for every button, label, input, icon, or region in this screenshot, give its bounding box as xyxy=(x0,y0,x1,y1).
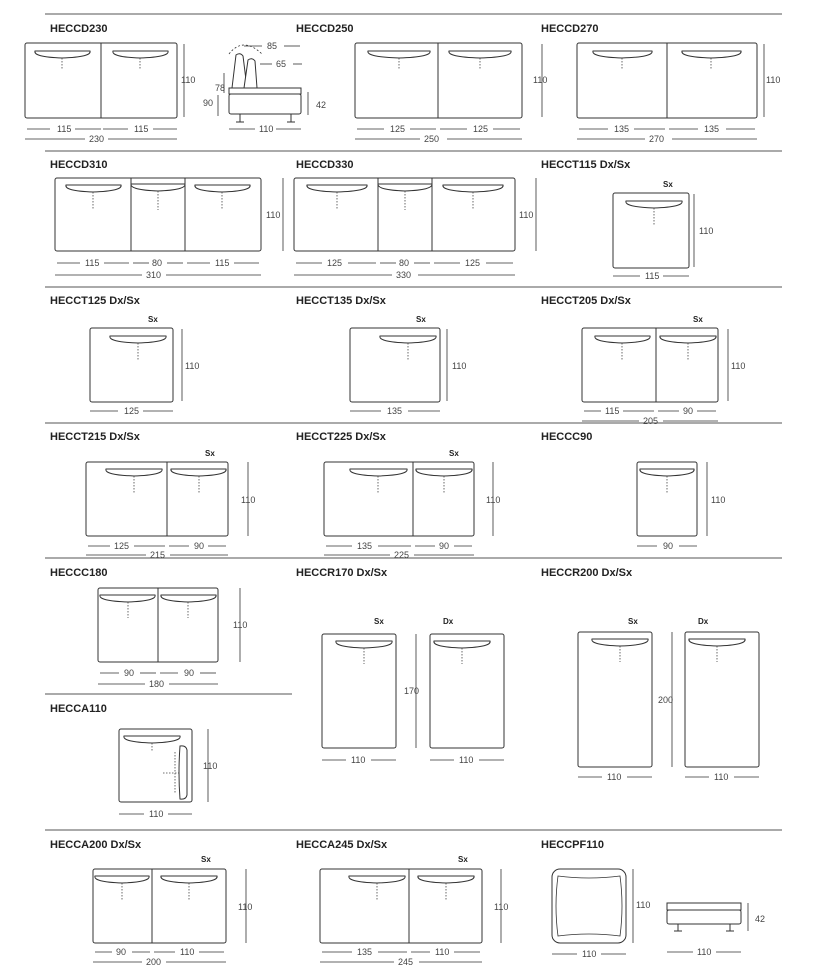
module-title: HECCD310 xyxy=(50,159,108,171)
width-part-label: 90 xyxy=(184,668,195,678)
module-title: HECCC90 xyxy=(541,431,593,443)
width-label: 115 xyxy=(645,271,660,281)
module-hecct225 xyxy=(296,431,500,560)
module-title: HECCT125 Dx/Sx xyxy=(50,295,140,307)
side-tag: Sx xyxy=(449,449,459,458)
depth-label: 200 xyxy=(658,695,674,705)
width-part-label: 135 xyxy=(357,947,373,957)
width-part-label: 125 xyxy=(114,541,130,551)
width-part-label: 110 xyxy=(435,947,450,957)
width-part-label: 135 xyxy=(704,124,720,134)
side-height-label: 42 xyxy=(755,914,766,924)
module-heccc180 xyxy=(50,567,247,689)
module-title: HECCT115 Dx/Sx xyxy=(541,159,631,171)
module-title: HECCR200 Dx/Sx xyxy=(541,567,633,579)
side-tag: Sx xyxy=(205,449,215,458)
total-width-label: 225 xyxy=(394,550,410,560)
module-heccd330 xyxy=(294,159,536,280)
depth-label: 110 xyxy=(494,902,509,912)
width-part-label: 90 xyxy=(683,406,694,416)
total-width-label: 230 xyxy=(89,134,105,144)
section-rules xyxy=(45,14,782,830)
depth-label: 110 xyxy=(699,226,714,236)
module-heccd230 xyxy=(25,23,195,144)
width-part-label: 135 xyxy=(614,124,630,134)
width-part-label: 135 xyxy=(357,541,373,551)
width-label: 90 xyxy=(663,541,674,551)
width-part-label: 110 xyxy=(180,947,195,957)
depth-label: 110 xyxy=(486,495,501,505)
depth-label: 110 xyxy=(266,210,281,220)
width-part-label: 90 xyxy=(439,541,450,551)
depth-label: 110 xyxy=(181,75,196,85)
depth-label: 110 xyxy=(241,495,256,505)
side-depth-label: 110 xyxy=(259,124,274,134)
module-hecca200 xyxy=(50,839,252,967)
module-heccd310 xyxy=(50,159,283,280)
depth-label: 110 xyxy=(636,900,651,910)
depth-label: 110 xyxy=(711,495,726,505)
width-part-label: 115 xyxy=(85,258,100,268)
module-title: HECCA110 xyxy=(50,703,107,715)
depth-label: 110 xyxy=(731,361,746,371)
width-part-label: 115 xyxy=(57,124,72,134)
depth-label: 110 xyxy=(185,361,200,371)
side-h1-label: 78 xyxy=(215,83,226,93)
width-part-label: 115 xyxy=(605,406,620,416)
side-tag: Dx xyxy=(698,617,709,626)
width-part-label: 90 xyxy=(116,947,127,957)
module-hecca245 xyxy=(296,839,508,967)
width-label: 110 xyxy=(582,949,597,959)
side-tag: Sx xyxy=(201,855,211,864)
depth-label: 110 xyxy=(452,361,467,371)
depth-label: 110 xyxy=(238,902,253,912)
depth-label: 110 xyxy=(766,75,781,85)
module-title: HECCA200 Dx/Sx xyxy=(50,839,142,851)
module-title: HECCT205 Dx/Sx xyxy=(541,295,631,307)
module-hecca110 xyxy=(50,703,217,819)
total-width-label: 330 xyxy=(396,270,412,280)
width-part-label: 115 xyxy=(134,124,149,134)
module-heccd250 xyxy=(296,23,547,144)
width-part-label: 125 xyxy=(473,124,489,134)
depth-label: 110 xyxy=(233,620,248,630)
total-width-label: 180 xyxy=(149,679,165,689)
module-hecct125 xyxy=(50,295,199,416)
total-width-label: 310 xyxy=(146,270,162,280)
depth-label: 110 xyxy=(533,75,548,85)
module-hecct135 xyxy=(296,295,466,416)
module-title: HECCC180 xyxy=(50,567,108,579)
module-title: HECCD230 xyxy=(50,23,108,35)
module-title: HECCT135 Dx/Sx xyxy=(296,295,386,307)
width-part-label: 125 xyxy=(465,258,481,268)
total-width-label: 215 xyxy=(150,550,166,560)
module-title: HECCR170 Dx/Sx xyxy=(296,567,388,579)
width-label: 110 xyxy=(149,809,164,819)
width-part-label: 125 xyxy=(390,124,406,134)
width-part-label: 115 xyxy=(215,258,230,268)
side-width-label: 110 xyxy=(697,947,712,957)
side-seat-label: 42 xyxy=(316,100,327,110)
width-part-label: 125 xyxy=(327,258,343,268)
depth-label: 110 xyxy=(203,761,218,771)
module-title: HECCD270 xyxy=(541,23,599,35)
side-tag: Sx xyxy=(628,617,638,626)
width-part-label: 80 xyxy=(399,258,410,268)
total-width-label: 205 xyxy=(643,416,659,426)
module-heccd270 xyxy=(541,23,780,144)
side-tag: Sx xyxy=(663,180,673,189)
module-heccr170 xyxy=(296,567,504,765)
module-hecct215 xyxy=(50,431,255,560)
depth-label: 170 xyxy=(404,686,420,696)
total-width-label: 270 xyxy=(649,134,665,144)
side-top-label: 85 xyxy=(267,41,278,51)
width-label: 110 xyxy=(351,755,366,765)
total-width-label: 200 xyxy=(146,957,162,967)
module-heccr200 xyxy=(541,567,759,782)
module-title: HECCT215 Dx/Sx xyxy=(50,431,140,443)
module-title: HECCD330 xyxy=(296,159,354,171)
side-tag: Sx xyxy=(148,315,158,324)
total-width-label: 250 xyxy=(424,134,440,144)
side-tag: Sx xyxy=(416,315,426,324)
module-title: HECCPF110 xyxy=(541,839,604,851)
module-title: HECCD250 xyxy=(296,23,354,35)
side-tag: Sx xyxy=(458,855,468,864)
side-tag: Sx xyxy=(374,617,384,626)
side-tag: Sx xyxy=(693,315,703,324)
width-label: 125 xyxy=(124,406,140,416)
module-heccc90 xyxy=(541,431,725,551)
side-tag: Dx xyxy=(443,617,454,626)
side-h2-label: 90 xyxy=(203,98,214,108)
width-label: 110 xyxy=(714,772,729,782)
module-hecpf110 xyxy=(541,839,765,959)
module-title: HECCA245 Dx/Sx xyxy=(296,839,388,851)
depth-label: 110 xyxy=(519,210,534,220)
width-label: 110 xyxy=(459,755,474,765)
width-label: 110 xyxy=(607,772,622,782)
total-width-label: 245 xyxy=(398,957,414,967)
side-back-label: 65 xyxy=(276,59,287,69)
width-label: 135 xyxy=(387,406,403,416)
module-hecct205 xyxy=(541,295,745,426)
side-view-heccd230 xyxy=(203,41,326,134)
width-part-label: 80 xyxy=(152,258,163,268)
module-title: HECCT225 Dx/Sx xyxy=(296,431,386,443)
width-part-label: 90 xyxy=(194,541,205,551)
module-hecct115 xyxy=(541,159,713,281)
width-part-label: 90 xyxy=(124,668,135,678)
